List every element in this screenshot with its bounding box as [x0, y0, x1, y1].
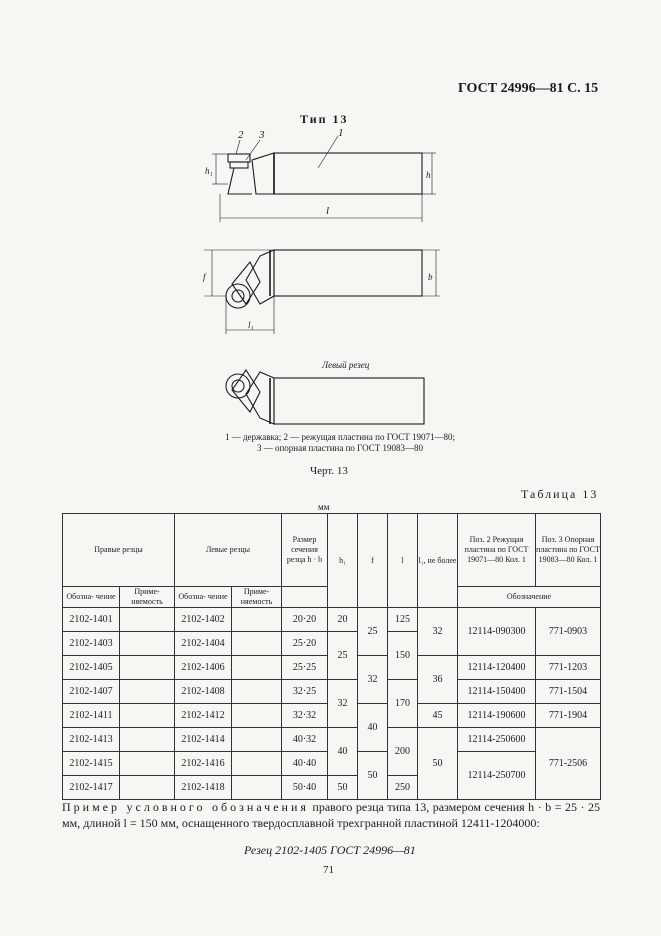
row4-left-usage	[232, 680, 282, 704]
row7-size: 40·40	[282, 752, 328, 776]
insert-clamp-outer	[226, 284, 250, 308]
dim-h: h	[426, 170, 431, 180]
row5-left-usage	[232, 704, 282, 728]
row1-right: 2102-1401	[63, 608, 120, 632]
header-section-spacer	[282, 587, 328, 608]
support-1904: 771-1904	[536, 704, 601, 728]
support-1203: 771-1203	[536, 656, 601, 680]
holder-side-body	[274, 153, 422, 194]
legend-line-2: 3 — опорная пластина по ГОСТ 19083—80	[256, 443, 424, 453]
row3-left: 2102-1406	[175, 656, 232, 680]
row3-size: 25·25	[282, 656, 328, 680]
header-insert: Поз. 2 Режущая пластина по ГОСТ 19071—80 Кол. 1	[458, 514, 536, 587]
table-title: Таблица 13	[521, 487, 599, 501]
insert-1906: 12114-190600	[458, 704, 536, 728]
row1-right-usage	[120, 608, 175, 632]
h1-40: 40	[328, 728, 358, 776]
row6-right: 2102-1413	[63, 728, 120, 752]
example-formula: Резец 2102-1405 ГОСТ 24996—81	[244, 843, 416, 857]
row8-left: 2102-1418	[175, 776, 232, 800]
left-clamp-outer	[226, 374, 250, 398]
callout-1: 1	[338, 127, 344, 139]
technical-drawing	[190, 122, 450, 434]
row6-left: 2102-1414	[175, 728, 232, 752]
row8-size: 50·40	[282, 776, 328, 800]
l-200: 200	[388, 728, 418, 776]
row2-right: 2102-1403	[63, 632, 120, 656]
cutting-insert-side	[228, 154, 250, 162]
support-2506: 771-2506	[536, 728, 601, 800]
header-l1: l₁, не более	[418, 514, 458, 608]
l-125: 125	[388, 608, 418, 632]
f-40: 40	[358, 704, 388, 752]
h1-20: 20	[328, 608, 358, 632]
row4-size: 32·25	[282, 680, 328, 704]
l1-36: 36	[418, 656, 458, 704]
row5-left: 2102-1412	[175, 704, 232, 728]
header-support: Поз. 3 Опорная пластина по ГОСТ 19083—80 Кол. 1	[536, 514, 601, 587]
row7-right: 2102-1415	[63, 752, 120, 776]
figure-caption: Черт. 13	[310, 465, 348, 477]
row8-right-usage	[120, 776, 175, 800]
l1-50: 50	[418, 728, 458, 800]
header-designation-sub: Обозначение	[458, 587, 601, 608]
figure-title: Тип 13	[300, 112, 349, 126]
row1-left-usage	[232, 608, 282, 632]
row2-left: 2102-1404	[175, 632, 232, 656]
row4-right: 2102-1407	[63, 680, 120, 704]
row1-left: 2102-1402	[175, 608, 232, 632]
data-table	[62, 513, 601, 800]
insert-0903: 12114-090300	[458, 608, 536, 656]
table-unit: мм	[318, 502, 330, 512]
callout-2: 2	[238, 129, 244, 141]
row2-right-usage	[120, 632, 175, 656]
page-header: ГОСТ 24996—81 С. 15	[458, 81, 599, 96]
row8-left-usage	[232, 776, 282, 800]
left-holder-body	[274, 378, 424, 424]
header-right-usage: Приме- няемость	[120, 587, 175, 608]
row4-right-usage	[120, 680, 175, 704]
insert-1204: 12114-120400	[458, 656, 536, 680]
row5-size: 32·32	[282, 704, 328, 728]
holder-head-side	[252, 153, 274, 194]
h1-32: 32	[328, 680, 358, 728]
left-cutter-label: Левый резец	[322, 360, 370, 370]
row8-right: 2102-1417	[63, 776, 120, 800]
insert-2507: 12114-250700	[458, 752, 536, 800]
header-left-designation: Обозна- чение	[175, 587, 232, 608]
insert-1504: 12114-150400	[458, 680, 536, 704]
dim-b: b	[428, 272, 433, 282]
row3-right: 2102-1405	[63, 656, 120, 680]
header-right-designation: Обозна- чение	[63, 587, 120, 608]
example-paragraph	[62, 799, 600, 831]
row2-size: 25·20	[282, 632, 328, 656]
row5-right-usage	[120, 704, 175, 728]
f-32: 32	[358, 656, 388, 704]
l-170: 170	[388, 680, 418, 728]
row7-right-usage	[120, 752, 175, 776]
insert-2506: 12114-250600	[458, 728, 536, 752]
left-cutting-insert	[232, 370, 260, 412]
header-h1: h₁	[328, 514, 358, 608]
h1-25: 25	[328, 632, 358, 680]
holder-top-body	[274, 250, 422, 296]
page-number: 71	[323, 864, 334, 876]
l1-32: 32	[418, 608, 458, 656]
row6-left-usage	[232, 728, 282, 752]
row6-right-usage	[120, 728, 175, 752]
l1-45: 45	[418, 704, 458, 728]
legend-line-1: 1 — державка; 2 — режущая пластина по ГОСТ 19071—80;	[224, 432, 456, 442]
figure-legend	[150, 432, 530, 454]
header-section-size: Размер сечения резца h · b	[282, 514, 328, 587]
dim-f: f	[203, 272, 206, 282]
header-f: f	[358, 514, 388, 608]
row4-left: 2102-1408	[175, 680, 232, 704]
support-insert-side	[230, 162, 248, 168]
dim-l: l	[326, 205, 330, 217]
header-left-usage: Приме- няемость	[232, 587, 282, 608]
support-0903: 771-0903	[536, 608, 601, 656]
row2-left-usage	[232, 632, 282, 656]
row7-left-usage	[232, 752, 282, 776]
header-right-cutters: Правые резцы	[63, 514, 175, 587]
row6-size: 40·32	[282, 728, 328, 752]
f-50: 50	[358, 752, 388, 800]
row5-right: 2102-1411	[63, 704, 120, 728]
row3-right-usage	[120, 656, 175, 680]
callout-3: 3	[259, 129, 265, 141]
header-l: l	[388, 514, 418, 608]
support-1504: 771-1504	[536, 680, 601, 704]
l-250: 250	[388, 776, 418, 800]
dim-l1: l₁	[248, 320, 254, 330]
row3-left-usage	[232, 656, 282, 680]
example-lead: Пример условного обозначения	[62, 800, 309, 814]
example-text: правого резца типа 13, размером сечения h · b = 25 · 25 мм, длиной l = 150 мм, оснащенного твердосплавной трехгранной пластиной 12411-1204000:	[62, 800, 600, 830]
dim-h1: h₁	[205, 166, 213, 176]
l-150: 150	[388, 632, 418, 680]
row7-left: 2102-1416	[175, 752, 232, 776]
h1-50: 50	[328, 776, 358, 800]
f-25: 25	[358, 608, 388, 656]
row1-size: 20·20	[282, 608, 328, 632]
header-left-cutters: Левые резцы	[175, 514, 282, 587]
